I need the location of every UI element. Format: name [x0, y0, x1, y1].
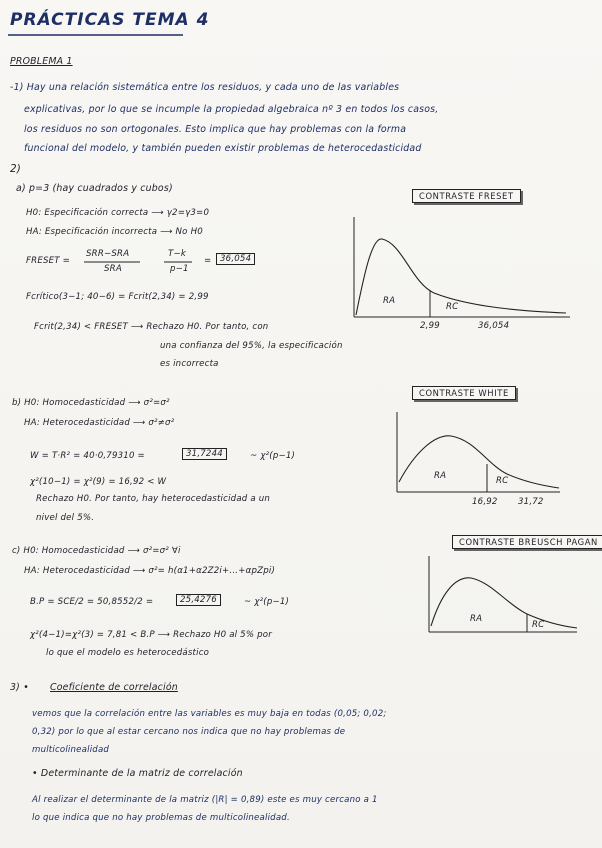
- white-conclusion-1: Rechazo H0. Por tanto, hay heterocedasticidad a un: [36, 494, 271, 504]
- q1-line-4: funcional del modelo, y también pueden existir problemas de heterocedasticidad: [24, 143, 422, 154]
- freset-frac-den: SRA: [104, 264, 122, 274]
- q1-line-2: explicativas, por lo que se incumple la propiedad algebraica nº 3 en todos los casos,: [24, 104, 439, 115]
- q2c-h0: c) H0: Homocedasticidad ⟶ σ²=σ² ∀i: [12, 546, 181, 556]
- white-crit-label: 16,92: [472, 497, 498, 507]
- q2b-ha: HA: Heterocedasticidad ⟶ σ²≠σ²: [24, 418, 175, 428]
- q2c-ha: HA: Heterocedasticidad ⟶ σ²= h(α1+α2Z2i+...+αpZpi): [24, 566, 275, 576]
- freset-chart-title: CONTRASTE FRESET: [412, 189, 521, 203]
- q3-det-heading: • Determinante de la matriz de correlación: [32, 768, 243, 779]
- white-stat-label: 31,72: [518, 497, 544, 507]
- q1-line-1: -1) Hay una relación sistemática entre los residuos, y cada uno de las variables: [10, 82, 400, 93]
- freset-mid-bar: [164, 261, 194, 263]
- freset-mid-num: T−k: [168, 249, 187, 259]
- page-title: PRÁCTICAS TEMA 4: [10, 10, 210, 30]
- q2a-h0: H0: Especificación correcta ⟶ γ2=γ3=0: [26, 208, 210, 218]
- title-underline: [8, 33, 208, 37]
- freset-ra-label: RA: [383, 296, 396, 306]
- bp-distribution-chart: [427, 556, 587, 646]
- white-expr: W = T·R² = 40·0,79310 =: [30, 451, 145, 461]
- q3-det-line-1: Al realizar el determinante de la matriz (|R| = 0,89) este es muy cercano a 1: [32, 795, 378, 805]
- white-chart-title: CONTRASTE WHITE: [412, 386, 516, 400]
- freset-crit-label: 2,99: [420, 321, 440, 331]
- freset-equals: =: [204, 256, 212, 266]
- bp-expr: B.P = SCE/2 = 50,8552/2 =: [30, 597, 154, 607]
- q2a-heading: a) p=3 (hay cuadrados y cubos): [16, 183, 173, 194]
- q2b-h0: b) H0: Homocedasticidad ⟶ σ²=σ²: [12, 398, 170, 408]
- q1-line-3: los residuos no son ortogonales. Esto implica que hay problemas con la forma: [24, 124, 407, 135]
- bp-rc-label: RC: [532, 620, 545, 630]
- white-ra-label: RA: [434, 471, 447, 481]
- white-dist: ~ χ²(p−1): [250, 451, 296, 461]
- freset-result: 36,054: [216, 253, 255, 265]
- q3-det-line-2: lo que indica que no hay problemas de multicolinealidad.: [32, 813, 290, 823]
- q2-label: 2): [10, 163, 22, 175]
- freset-mid-den: p−1: [170, 264, 189, 274]
- freset-frac-num: SRR−SRA: [86, 249, 130, 259]
- white-result: 31,7244: [182, 448, 227, 460]
- problem-heading: PROBLEMA 1: [10, 56, 73, 67]
- freset-rc-label: RC: [446, 302, 459, 312]
- q2a-ha: HA: Especificación incorrecta ⟶ No H0: [26, 227, 203, 237]
- q3-corr-line-2: 0,32) por lo que al estar cercano nos indica que no hay problemas de: [32, 727, 346, 737]
- freset-stat-label: 36,054: [478, 321, 510, 331]
- bp-chi: χ²(4−1)=χ²(3) = 7,81 < B.P ⟶ Rechazo H0 al 5% por: [30, 630, 272, 640]
- white-distribution-chart: [395, 412, 575, 502]
- bp-conclusion: lo que el modelo es heterocedástico: [46, 648, 210, 658]
- bp-result: 25,4276: [176, 594, 221, 606]
- freset-compare: Fcrit(2,34) < FRESET ⟶ Rechazo H0. Por tanto, con: [34, 322, 269, 332]
- white-conclusion-2: nivel del 5%.: [36, 513, 95, 523]
- freset-distribution-chart: [350, 215, 590, 335]
- freset-conclusion-1: una confianza del 95%, la especificación: [160, 341, 343, 351]
- freset-conclusion-2: es incorrecta: [160, 359, 219, 369]
- bp-ra-label: RA: [470, 614, 483, 624]
- bp-dist: ~ χ²(p−1): [244, 597, 290, 607]
- bp-chart-title: CONTRASTE BREUSCH PAGAN: [452, 535, 602, 549]
- q3-corr-line-1: vemos que la correlación entre las variables es muy baja en todas (0,05; 0,02;: [32, 709, 387, 719]
- white-chi: χ²(10−1) = χ²(9) = 16,92 < W: [30, 477, 167, 487]
- freset-frac-bar: [84, 261, 144, 263]
- q3-corr-line-3: multicolinealidad: [32, 745, 110, 755]
- q3-label: 3) •: [10, 682, 29, 693]
- freset-lhs: FRESET =: [26, 256, 71, 266]
- white-rc-label: RC: [496, 476, 509, 486]
- q3-corr-heading: Coeficiente de correlación: [50, 682, 178, 693]
- freset-critical: Fcrítico(3−1; 40−6) = Fcrit(2,34) = 2,99: [26, 292, 209, 302]
